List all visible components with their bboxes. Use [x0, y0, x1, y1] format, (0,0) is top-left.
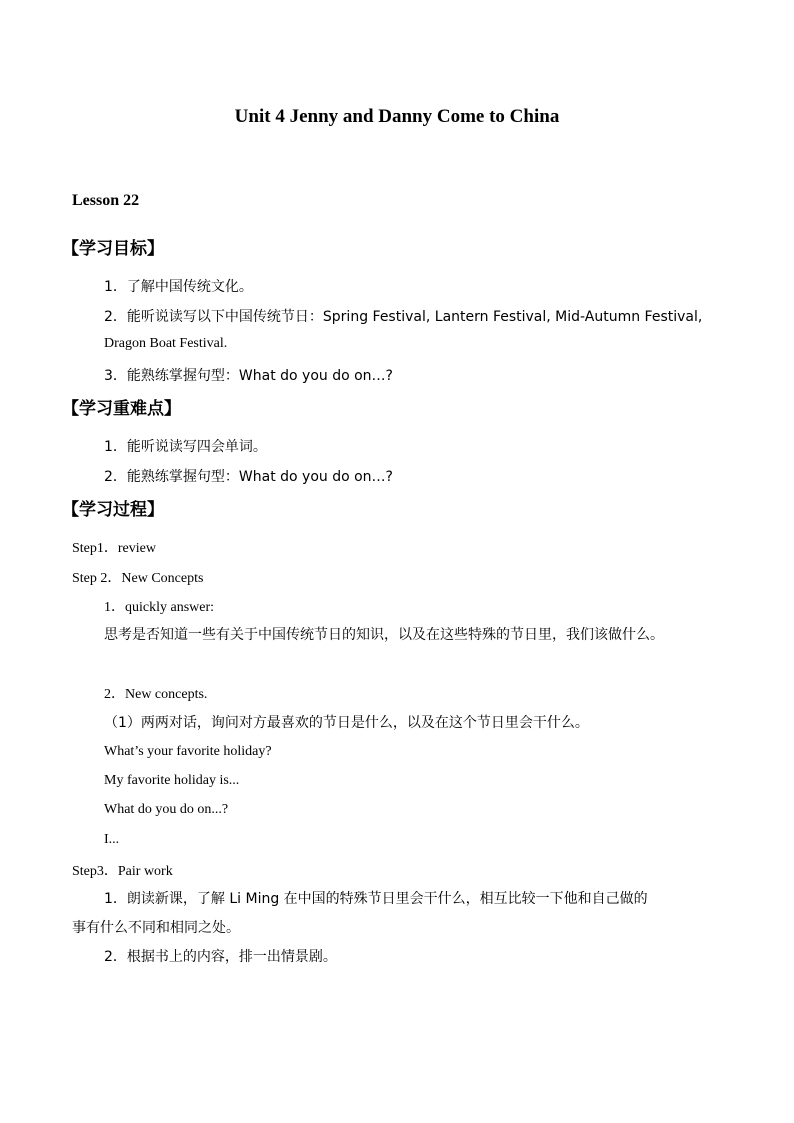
objective-item-2: 2．能听说读写以下中国传统节日：Spring Festival, Lantern Festival, Mid-Autumn Festival,: [104, 309, 703, 325]
step2-item-1-text: 思考是否知道一些有关于中国传统节日的知识，以及在这些特殊的节日里，我们该做什么。: [104, 627, 664, 643]
step3-item-2: 2．根据书上的内容，排一出情景剧。: [104, 949, 337, 965]
dialog-line-3: What do you do on...?: [104, 802, 229, 817]
section-heading-key-points: 【学习重难点】: [62, 399, 181, 419]
step3-item-1: 1．朗读新课，了解 Li Ming 在中国的特殊节日里会干什么，相互比较一下他和自己做的: [104, 891, 648, 907]
step3-item-1-cont: 事有什么不同和相同之处。: [72, 920, 240, 936]
document-title: Unit 4 Jenny and Danny Come to China: [234, 106, 560, 127]
step3-label: Step3．Pair work: [72, 864, 173, 879]
dialog-line-1: What’s your favorite holiday?: [104, 744, 272, 759]
step2-item-1: 1．quickly answer:: [104, 600, 215, 615]
section-heading-process: 【学习过程】: [62, 500, 164, 520]
section-heading-objectives: 【学习目标】: [62, 239, 164, 259]
dialog-line-4: I...: [104, 832, 120, 847]
dialog-line-2: My favorite holiday is...: [104, 773, 240, 788]
step2-label: Step 2．New Concepts: [72, 571, 204, 586]
step2-item-2: 2．New concepts.: [104, 687, 208, 702]
step2-item-2-text: （1）两两对话，询问对方最喜欢的节日是什么，以及在这个节日里会干什么。: [104, 715, 589, 731]
objective-item-3: 3．能熟练掌握句型：What do you do on…?: [104, 368, 393, 384]
key-point-item-1: 1．能听说读写四会单词。: [104, 439, 267, 455]
objective-item-2-cont: Dragon Boat Festival.: [104, 336, 228, 351]
step1-label: Step1．review: [72, 541, 156, 556]
lesson-label: Lesson 22: [72, 192, 140, 209]
objective-item-1: 1．了解中国传统文化。: [104, 279, 253, 295]
key-point-item-2: 2．能熟练掌握句型：What do you do on…?: [104, 469, 393, 485]
